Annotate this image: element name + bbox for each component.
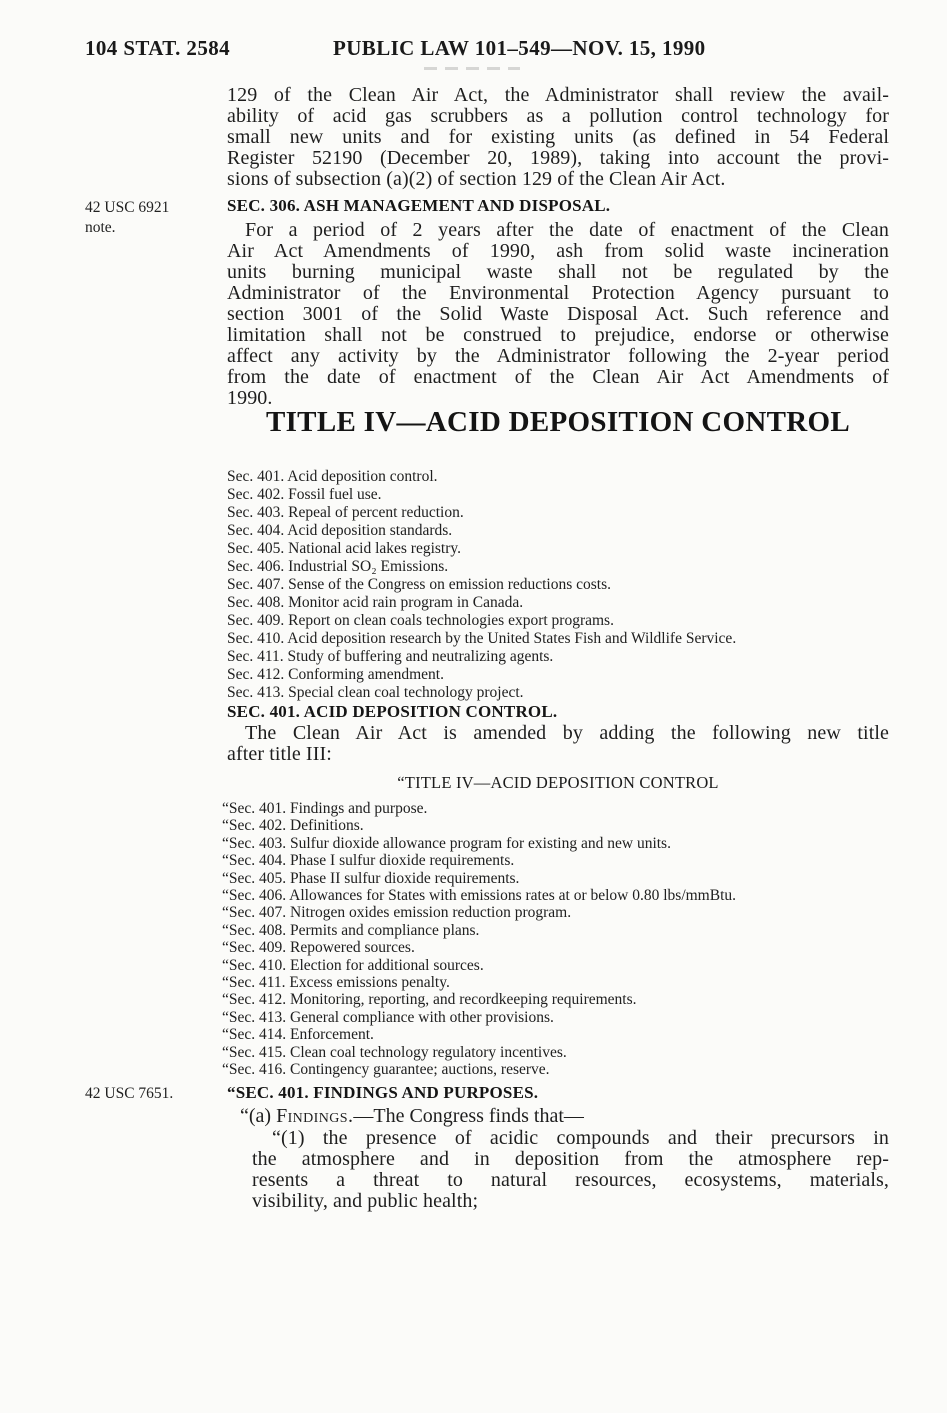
text-line: “Sec. 411. Excess emissions penalty. (222, 974, 450, 992)
text-line: “Sec. 412. Monitoring, reporting, and recordkeeping requirements. (222, 991, 637, 1009)
text-line: “Sec. 416. Contingency guarantee; auctions, reserve. (222, 1061, 550, 1079)
text-line: “(1) the presence of acidic compounds and their precursors in (272, 1127, 889, 1149)
text-line: “Sec. 410. Election for additional sources. (222, 956, 484, 974)
sec-401-body (227, 723, 889, 765)
text-line: Sec. 409. Report on clean coals technologies export programs. (227, 612, 614, 629)
text-line: from the date of enactment of the Clean Air Act Amendments of (227, 366, 889, 388)
text-line: “Sec. 413. General compliance with other provisions. (222, 1008, 554, 1026)
text-line: Sec. 413. Special clean coal technology project. (227, 684, 524, 701)
sec-401-heading: SEC. 401. ACID DEPOSITION CONTROL. (227, 702, 558, 721)
text-line: 42 USC 6921 (85, 199, 170, 216)
text-line: Sec. 407. Sense of the Congress on emission reductions costs. (227, 576, 612, 593)
running-head-public-law: PUBLIC LAW 101–549—NOV. 15, 1990 (333, 36, 706, 60)
text-line: “Sec. 407. Nitrogen oxides emission reduction program. (222, 904, 572, 922)
text-line: limitation shall not be construed to prejudice, endorse or otherwise (227, 324, 889, 346)
findings-a-smallcaps: Findings. (276, 1105, 354, 1127)
text-line: “Sec. 408. Permits and compliance plans. (222, 921, 480, 939)
text-line: “Sec. 406. Allowances for States with emissions rates at or below 0.80 lbs/mmBtu. (222, 887, 737, 905)
text-line: Register 52190 (December 20, 1989), taking into account the provi- (227, 147, 889, 169)
title-iv-heading: TITLE IV—ACID DEPOSITION CONTROL (265, 406, 851, 438)
text-line: Sec. 412. Conforming amendment. (227, 666, 444, 683)
text-line: Sec. 410. Acid deposition research by the United States Fish and Wildlife Service. (227, 630, 737, 647)
title-iv-toc (227, 468, 889, 702)
quoted-title-iv-heading: “TITLE IV—ACID DEPOSITION CONTROL (397, 773, 719, 792)
text-line: For a period of 2 years after the date of enactment of the Clean (245, 219, 889, 241)
text-line: note. (85, 219, 116, 236)
text-line: affect any activity by the Administrator following the 2-year period (227, 345, 889, 367)
text-line: 129 of the Clean Air Act, the Administrator shall review the avail- (227, 84, 889, 106)
findings-a-prefix: “(a) (240, 1105, 277, 1127)
text-line: the atmosphere and in deposition from the atmosphere rep- (252, 1148, 889, 1170)
findings-a-suffix: —The Congress finds that— (353, 1105, 584, 1127)
sec-306-body (227, 220, 889, 409)
text-line: “Sec. 415. Clean coal technology regulatory incentives. (222, 1043, 567, 1061)
findings-subsection-a (227, 1106, 889, 1127)
text-line: small new units and for existing units (as defined in 54 Federal (227, 126, 889, 148)
text-line: after title III: (227, 743, 332, 765)
text-line: “Sec. 409. Repowered sources. (222, 939, 415, 957)
text-line: Sec. 411. Study of buffering and neutralizing agents. (227, 648, 554, 665)
text-line: “Sec. 403. Sulfur dioxide allowance program for existing and new units. (222, 834, 671, 852)
sec-401-findings-heading: “SEC. 401. FINDINGS AND PURPOSES. (227, 1083, 539, 1102)
text-line: “Sec. 404. Phase I sulfur dioxide requirements. (222, 852, 515, 870)
text-line: section 3001 of the Solid Waste Disposal Act. Such reference and (227, 303, 889, 325)
text-line: ability of acid gas scrubbers as a pollution control technology for (227, 105, 889, 127)
text-line: Air Act Amendments of 1990, ash from solid waste incineration (227, 240, 889, 262)
text-line: Sec. 406. Industrial SO₂ Emissions. (227, 558, 449, 575)
margin-note-usc-6921 (85, 198, 220, 238)
quoted-toc (222, 800, 889, 1079)
text-line: “Sec. 401. Findings and purpose. (222, 800, 428, 817)
text-line: “Sec. 402. Definitions. (222, 817, 364, 835)
text-line: 1990. (227, 387, 273, 409)
text-line: Sec. 408. Monitor acid rain program in Canada. (227, 594, 524, 611)
sec-306-heading: SEC. 306. ASH MANAGEMENT AND DISPOSAL. (227, 196, 611, 215)
intro-paragraph (227, 85, 889, 190)
text-line: Sec. 401. Acid deposition control. (227, 468, 438, 485)
text-line: Sec. 403. Repeal of percent reduction. (227, 504, 464, 521)
text-line: Sec. 404. Acid deposition standards. (227, 522, 453, 539)
page-number-stat: 104 STAT. 2584 (85, 36, 231, 60)
text-line: visibility, and public health; (252, 1190, 479, 1212)
text-line: Sec. 405. National acid lakes registry. (227, 540, 462, 557)
text-line: resents a threat to natural resources, ecosystems, materials, (252, 1169, 889, 1191)
margin-note-usc-7651: 42 USC 7651. (85, 1085, 174, 1102)
text-line: units burning municipal waste shall not be regulated by the (227, 261, 889, 283)
findings-item-1 (252, 1128, 889, 1212)
text-line: “Sec. 405. Phase II sulfur dioxide requirements. (222, 869, 520, 887)
text-line: Administrator of the Environmental Protection Agency pursuant to (227, 282, 889, 304)
scan-artifact (424, 67, 520, 70)
text-line: sions of subsection (a)(2) of section 129 of the Clean Air Act. (227, 168, 726, 190)
text-line: Sec. 402. Fossil fuel use. (227, 486, 382, 503)
text-line: “Sec. 414. Enforcement. (222, 1026, 374, 1044)
text-line: The Clean Air Act is amended by adding the following new title (245, 722, 889, 744)
